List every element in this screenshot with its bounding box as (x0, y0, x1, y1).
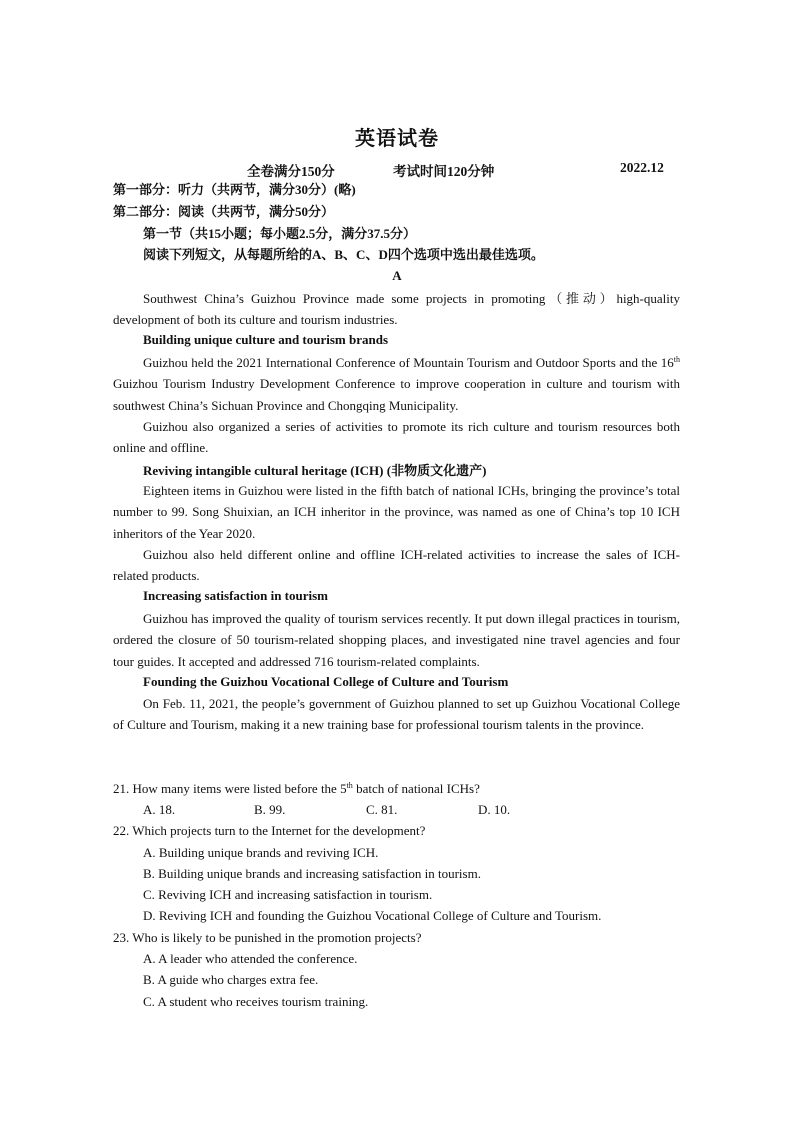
q21-option-c: C. 81. (366, 802, 398, 817)
q22-option-c: C. Reviving ICH and increasing satisfaction in tourism. (143, 887, 433, 902)
subheading-satisfaction: Increasing satisfaction in tourism (143, 588, 329, 603)
subheading-ich: Reviving intangible cultural heritage (ICH) (非物质文化遗产) (143, 463, 487, 478)
ordinal-suffix: th (673, 355, 680, 364)
part2-heading: 第二部分：阅读（共两节，满分50分） (113, 204, 335, 219)
q22-option-a: A. Building unique brands and reviving ICH. (143, 845, 379, 860)
full-score: 全卷满分150分 (247, 164, 335, 179)
paragraph-ich-items: Eighteen items in Guizhou were listed in the fifth batch of national ICHs, bringing the province’s total number to 99. Song Shuixian, an ICH inheritor in the province, was named as one of China’s top 10 ICH inheritors of the Year 2020. (113, 483, 680, 541)
paragraph-activities: Guizhou also organized a series of activities to promote its rich culture and tourism resources both online and offline. (113, 419, 680, 456)
section1-heading: 第一节（共15小题；每小题2.5分，满分37.5分） (143, 226, 417, 241)
exam-title: 英语试卷 (355, 128, 439, 150)
q21-option-a: A. 18. (143, 802, 176, 817)
part1-heading: 第一部分：听力（共两节，满分30分）(略) (113, 182, 356, 197)
paragraph-services: Guizhou has improved the quality of tourism services recently. It put down illegal practices in tourism, ordered the closure of 50 tourism-related shopping places, and investigated nine travel agencies and four tour guides. It accepted and addressed 716 tourism-related complaints. (113, 611, 680, 669)
subheading-college: Founding the Guizhou Vocational College of Culture and Tourism (143, 674, 509, 689)
paragraph-college: On Feb. 11, 2021, the people’s government of Guizhou planned to set up Guizhou Vocational College of Culture and Tourism, making it a new training base for professional tourism talents in the province. (113, 696, 680, 733)
paragraph-conferences-b: Guizhou Tourism Industry Development Conference to improve cooperation in culture and tourism with southwest China’s Sichuan Province and Chongqing Municipality. (113, 376, 680, 413)
exam-time: 考试时间120分钟 (393, 164, 495, 179)
paragraph-ich-activities: Guizhou also held different online and offline ICH-related activities to increase the sales of ICH-related products. (113, 547, 680, 584)
passage-intro: Southwest China’s Guizhou Province made some projects in promoting（推动）high-quality development of both its culture and tourism industries. (113, 291, 680, 328)
question-22: 22. Which projects turn to the Internet for the development? (113, 823, 426, 838)
q23-option-c: C. A student who receives tourism training. (143, 994, 369, 1009)
exam-date: 2022.12 (620, 160, 664, 175)
question-21-a: 21. How many items were listed before the 5 (113, 781, 347, 796)
q23-option-b: B. A guide who charges extra fee. (143, 972, 319, 987)
question-21-b: batch of national ICHs? (352, 781, 480, 796)
q21-option-b: B. 99. (254, 802, 286, 817)
q21-option-d: D. 10. (478, 802, 511, 817)
paragraph-conferences-a: Guizhou held the 2021 International Conference of Mountain Tourism and Outdoor Sports and the 16 (143, 355, 674, 370)
instruction-text: 阅读下列短文，从每题所给的A、B、C、D四个选项中选出最佳选项。 (143, 247, 544, 262)
passage-label: A (392, 268, 402, 283)
q22-option-b: B. Building unique brands and increasing satisfaction in tourism. (143, 866, 481, 881)
question-21 (113, 781, 480, 797)
subheading-brands: Building unique culture and tourism brands (143, 332, 389, 347)
paragraph-conferences (113, 352, 680, 416)
q22-option-d: D. Reviving ICH and founding the Guizhou Vocational College of Culture and Tourism. (143, 908, 602, 923)
q23-option-a: A. A leader who attended the conference. (143, 951, 358, 966)
question-23: 23. Who is likely to be punished in the promotion projects? (113, 930, 422, 945)
ordinal-suffix: th (346, 781, 353, 790)
